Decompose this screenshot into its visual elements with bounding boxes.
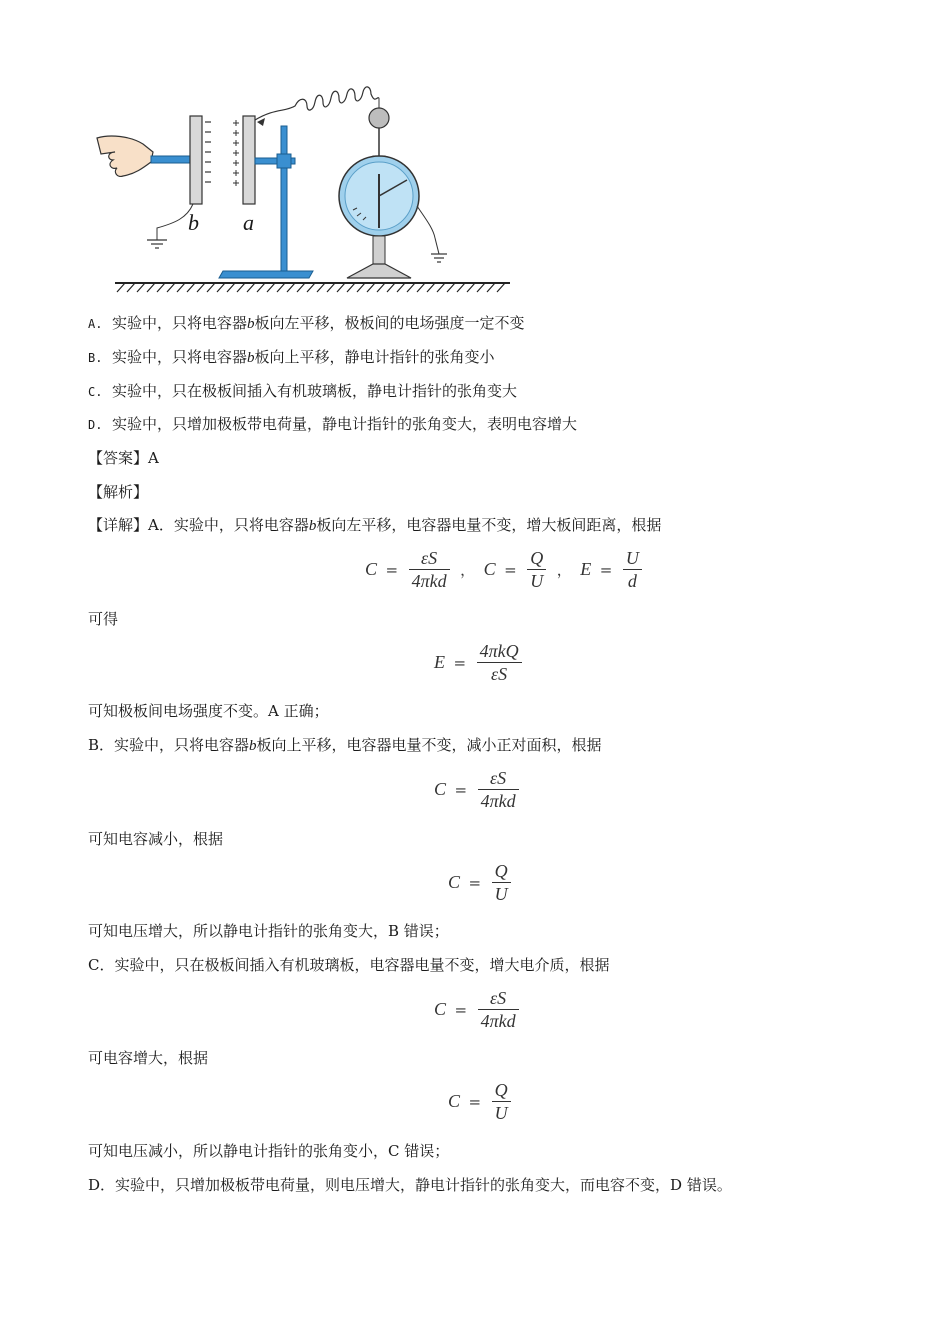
numerator: Q — [527, 548, 546, 570]
detail-a-conclusion: 可知极板间电场强度不变。A 正确； — [88, 702, 329, 720]
formula-comma: ， — [556, 561, 572, 579]
option-var: b — [247, 350, 255, 366]
detail-c-conclusion: 可知电压减小，所以静电计指针的张角变小，C 错误； — [88, 1142, 450, 1160]
option-c — [88, 381, 517, 402]
formula-lhs: E — [580, 559, 592, 579]
denominator: U — [530, 571, 544, 591]
fraction — [478, 768, 519, 811]
fraction — [623, 548, 642, 591]
answer-label: 【答案】 — [88, 449, 149, 467]
option-a — [88, 313, 525, 334]
numerator: Q — [492, 861, 511, 883]
fraction — [492, 861, 511, 904]
formula-eq: = — [468, 873, 482, 892]
fraction — [409, 548, 450, 591]
option-key: C. — [88, 385, 103, 399]
formula-field — [434, 641, 524, 684]
denominator: 4πkd — [480, 1011, 516, 1031]
option-text: 实验中，只将电容器 — [112, 314, 248, 332]
detail-a-text: A．实验中，只将电容器 — [148, 516, 309, 534]
option-var: b — [247, 316, 255, 332]
formula-capacitance-b — [434, 768, 521, 811]
detail-d-text: D．实验中，只增加极板带电荷量，则电压增大，静电计指针的张角变大，而电容不变，D 错误。 — [88, 1176, 732, 1194]
detail-b-text: B．实验中，只将电容器 — [88, 736, 250, 754]
analysis-label: 【解析】 — [88, 483, 149, 501]
fraction — [492, 1080, 511, 1123]
option-text: 实验中，只在极板间插入有机玻璃板，静电计指针的张角变大 — [112, 382, 518, 400]
detail-b-conclusion: 可知电压增大，所以静电计指针的张角变大，B 错误； — [88, 922, 449, 940]
formula-lhs: C — [448, 1091, 461, 1111]
answer-value: A — [148, 449, 159, 467]
plate-a-label: a — [243, 210, 254, 235]
formula-lhs: C — [365, 559, 378, 579]
formula-eq: = — [504, 560, 517, 579]
formula-eq: = — [454, 780, 468, 799]
fraction — [527, 548, 546, 591]
formula-q-over-u-c — [448, 1080, 513, 1123]
option-key: A. — [88, 317, 103, 331]
formula-eq: = — [385, 560, 399, 579]
detail-b-intro — [88, 735, 602, 756]
option-text2: 板向左平移，极板间的电场强度一定不变 — [254, 314, 525, 332]
formula-lhs: C — [434, 779, 447, 799]
option-key: D. — [88, 418, 103, 432]
detail-a-intro — [88, 515, 661, 536]
numerator: Q — [492, 1080, 511, 1102]
numerator: U — [623, 548, 642, 570]
option-text: 实验中，只将电容器 — [112, 348, 248, 366]
detail-a-var: b — [308, 518, 317, 534]
option-d — [88, 414, 577, 435]
formula-eq: = — [454, 1000, 468, 1019]
denominator: U — [494, 1103, 508, 1123]
hand-icon — [97, 136, 153, 176]
numerator: 4πkQ — [477, 641, 522, 663]
denominator: U — [494, 884, 508, 904]
formula-comma: ， — [460, 561, 476, 579]
denominator: εS — [491, 664, 508, 684]
detail-c-mid: 可电容增大，根据 — [88, 1049, 209, 1067]
detail-b-mid: 可知电容减小，根据 — [88, 830, 224, 848]
plate-b-label: b — [188, 210, 199, 235]
denominator: 4πkd — [411, 571, 447, 591]
experiment-figure — [95, 78, 515, 298]
formula-eq: = — [468, 1092, 482, 1111]
formula-eq: = — [453, 653, 467, 672]
formula-capacitance-set — [365, 548, 644, 591]
formula-lhs: C — [448, 872, 461, 892]
formula-lhs: C — [483, 559, 496, 579]
detail-b-rest: 板向上平移，电容器电量不变，减小正对面积，根据 — [256, 736, 602, 754]
detail-c-intro: C．实验中，只在极板间插入有机玻璃板，电容器电量不变，增大电介质，根据 — [88, 956, 610, 974]
option-key: B. — [88, 351, 103, 365]
option-text: 实验中，只增加极板带电荷量，静电计指针的张角变大，表明电容增大 — [112, 415, 578, 433]
formula-eq: = — [599, 560, 613, 579]
detail-a-rest: 板向左平移，电容器电量不变，增大板间距离，根据 — [316, 516, 662, 534]
detail-kede: 可得 — [88, 610, 119, 628]
fraction — [477, 641, 522, 684]
numerator: εS — [478, 768, 519, 790]
numerator: εS — [409, 548, 450, 570]
option-text2: 板向上平移，静电计指针的张角变小 — [254, 348, 495, 366]
detail-label: 【详解】 — [88, 516, 149, 534]
fraction — [478, 988, 519, 1031]
answer-line — [88, 448, 159, 468]
option-b — [88, 347, 495, 368]
formula-lhs: C — [434, 999, 447, 1019]
numerator: εS — [478, 988, 519, 1010]
denominator: d — [627, 571, 637, 591]
denominator: 4πkd — [480, 791, 516, 811]
detail-b-var: b — [249, 738, 257, 754]
formula-lhs: E — [434, 652, 445, 672]
formula-q-over-u-b — [448, 861, 513, 904]
formula-capacitance-c — [434, 988, 521, 1031]
